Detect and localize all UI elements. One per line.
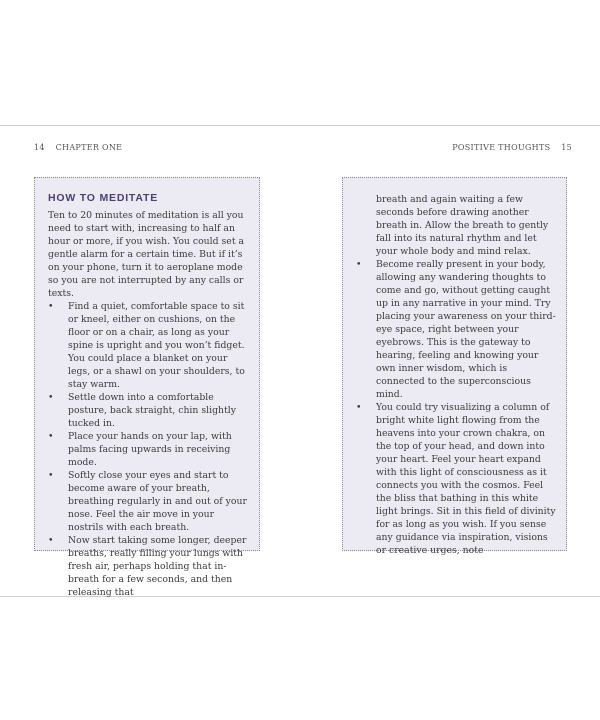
right-bullet-list: [356, 258, 556, 557]
bullet-icon: •: [48, 431, 54, 442]
list-item: [48, 300, 249, 391]
bullet-icon: •: [48, 301, 54, 312]
list-item: [48, 469, 249, 534]
list-item: [356, 401, 556, 557]
left-running-head: CHAPTER ONE: [55, 143, 123, 152]
left-page-number: 14: [34, 143, 45, 152]
list-item-text: Softly close your eyes and start to become aware of your breath, breathing regularly in and out of your nose. Feel the air move in your nostrils with each breath.: [68, 470, 247, 533]
left-bullet-list: [48, 300, 249, 599]
bullet-icon: •: [48, 535, 54, 546]
list-item: [48, 391, 249, 430]
bullet-icon: •: [48, 392, 54, 403]
bullet-icon: •: [356, 259, 362, 270]
meditation-box-right: [342, 177, 567, 556]
list-item-text: Settle down into a comfortable posture, back straight, chin slightly tucked in.: [68, 392, 236, 429]
right-page-number: 15: [561, 143, 572, 152]
box-title: HOW TO MEDITATE: [48, 192, 158, 204]
bullet-icon: •: [356, 402, 362, 413]
right-running-head: POSITIVE THOUGHTS: [452, 143, 551, 152]
right-page-header: [452, 143, 572, 152]
bullet-icon: •: [48, 470, 54, 481]
list-item: [48, 430, 249, 469]
list-item: [356, 258, 556, 401]
list-item-text: Now start taking some longer, deeper breaths, really filling your lungs with fresh air, perhaps holding that in-breath for a few seconds, and then releasing that: [68, 535, 247, 598]
intro-paragraph: Ten to 20 minutes of meditation is all you need to start with, increasing to half an hour or more, if you wish. You could set a gentle alarm for a certain time. But if it’s on your phone, turn it to aeroplane mode so you are not interrupted by any calls or texts.: [48, 210, 245, 299]
list-item-text: Find a quiet, comfortable space to sit or kneel, either on cushions, on the floor or on a chair, as long as your spine is upright and you won’t fidget. You could place a blanket on your legs, or a shawl on your shoulders, to stay warm.: [68, 301, 245, 390]
list-item-text: You could try visualizing a column of bright white light flowing from the heavens into your crown chakra, on the top of your head, and down into your heart. Feel your heart expand with this light of consciousness as it connects you with the cosmos. Feel the bliss that bathing in this white light brings. Sit in this field of divinity for as long as you wish. If you sense any guidance via inspiration, visions or creative urges, note: [376, 402, 556, 556]
left-page-header: [34, 143, 122, 152]
list-item-text: Become really present in your body, allowing any wandering thoughts to come and go, without getting caught up in any narrative in your mind. Try placing your awareness on your third-eye space, right between your eyebrows. This is the gateway to hearing, feeling and knowing your own inner wisdom, which is connected to the superconscious mind.: [376, 259, 556, 400]
continued-paragraph: breath and again waiting a few seconds before drawing another breath in. Allow the breath to gently fall into its natural rhythm and let your whole body and mind relax.: [376, 194, 549, 257]
meditation-box-left: [34, 177, 260, 598]
list-item: [48, 534, 249, 599]
list-item-text: Place your hands on your lap, with palms facing upwards in receiving mode.: [68, 431, 232, 468]
